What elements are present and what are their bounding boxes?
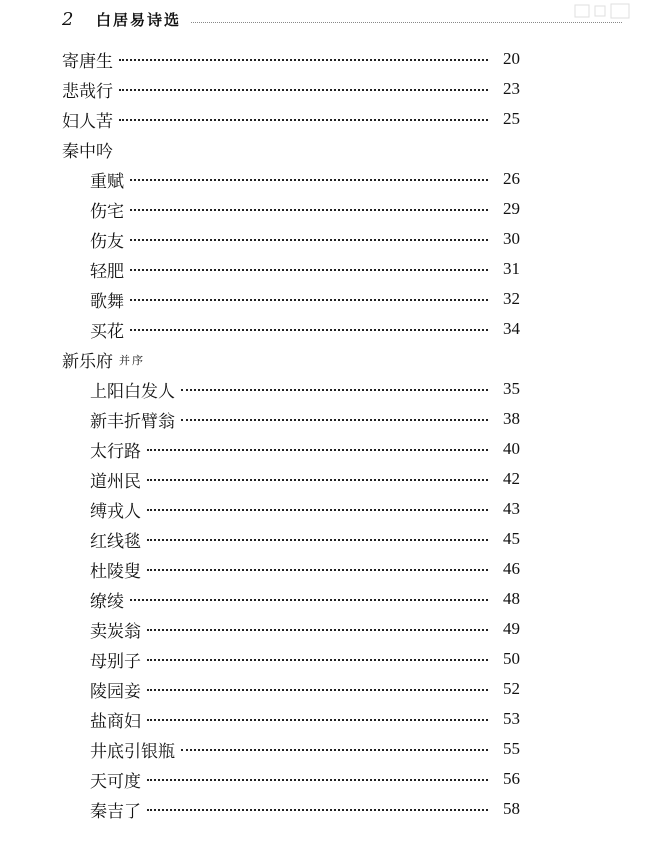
toc-entry (62, 164, 520, 194)
toc-entry-page: 25 (503, 109, 520, 128)
dot-leader (147, 659, 488, 661)
toc-entry (62, 104, 520, 134)
toc-entry-title: 轻肥 (90, 261, 124, 282)
toc-entry-title: 卖炭翁 (90, 621, 141, 642)
toc-entry-page: 23 (503, 79, 520, 98)
dot-leader (147, 629, 488, 631)
toc-entry (62, 524, 520, 554)
toc-entry-title: 陵园妾 (90, 681, 141, 702)
toc-entry-page: 53 (503, 709, 520, 728)
dot-leader (130, 209, 488, 211)
toc-entry (62, 404, 520, 434)
toc-entry (62, 374, 520, 404)
dot-leader (119, 89, 488, 91)
toc-entry-page: 56 (503, 769, 520, 788)
toc-section-heading (62, 344, 520, 374)
toc-entry-title: 道州民 (90, 471, 141, 492)
toc-entry (62, 44, 520, 74)
toc-section-heading (62, 134, 520, 164)
toc-entry-title: 盐商妇 (90, 711, 141, 732)
toc-entry-page: 52 (503, 679, 520, 698)
dot-leader (130, 599, 488, 601)
book-title: 白居易诗选 (96, 10, 182, 29)
dot-leader (130, 299, 488, 301)
dot-leader (147, 689, 488, 691)
page-number: 2 (62, 8, 74, 30)
dot-leader (119, 59, 488, 61)
toc-entry-page: 48 (503, 589, 520, 608)
toc-entry-title: 新丰折臂翁 (90, 411, 175, 432)
toc-entry-page: 49 (503, 619, 520, 638)
toc-entry-page: 20 (503, 49, 520, 68)
dot-leader (147, 779, 488, 781)
toc-entry-title: 伤宅 (90, 201, 124, 222)
toc-entry-title: 太行路 (90, 441, 141, 462)
dot-leader (147, 809, 488, 811)
dot-leader (147, 719, 488, 721)
toc-entry (62, 194, 520, 224)
toc-entry-title: 杜陵叟 (90, 561, 141, 582)
toc-entry-title: 井底引银瓶 (90, 741, 175, 762)
toc-entry (62, 554, 520, 584)
toc-entry-page: 46 (503, 559, 520, 578)
toc-entry-page: 26 (503, 169, 520, 188)
dot-leader (147, 539, 488, 541)
toc-entry-title: 买花 (90, 321, 124, 342)
toc-entry-page: 40 (503, 439, 520, 458)
toc-entry-page: 34 (503, 319, 520, 338)
toc-entry-title: 新乐府 (62, 351, 113, 372)
toc-entry (62, 464, 520, 494)
toc-entry (62, 674, 520, 704)
toc-entry (62, 614, 520, 644)
toc-entry (62, 494, 520, 524)
toc-entry-title: 悲哉行 (62, 81, 113, 102)
dot-leader (181, 419, 488, 421)
dot-leader (119, 119, 488, 121)
dot-leader (147, 479, 488, 481)
dot-leader (181, 749, 488, 751)
toc-entry-title: 重赋 (90, 171, 124, 192)
toc-entry-page: 43 (503, 499, 520, 518)
dot-leader (130, 329, 488, 331)
toc-entry (62, 284, 520, 314)
toc-entry (62, 794, 520, 824)
toc-entry (62, 224, 520, 254)
toc-entry-title: 上阳白发人 (90, 381, 175, 402)
library-stamp-icon (573, 2, 633, 20)
toc-entry (62, 734, 520, 764)
dot-leader (130, 269, 488, 271)
toc-entry-title: 妇人苦 (62, 111, 113, 132)
toc-entry-page: 30 (503, 229, 520, 248)
toc-entry-title: 秦中吟 (62, 141, 113, 162)
toc-entry (62, 254, 520, 284)
toc-entry-page: 50 (503, 649, 520, 668)
toc-entry-title: 寄唐生 (62, 51, 113, 72)
dot-leader (181, 389, 488, 391)
toc-entry-page: 45 (503, 529, 520, 548)
toc-entry-title: 天可度 (90, 771, 141, 792)
toc-entry (62, 74, 520, 104)
toc-entry (62, 434, 520, 464)
running-header (62, 6, 622, 32)
toc-entry-title: 缭绫 (90, 591, 124, 612)
toc-entry-title: 红线毯 (90, 531, 141, 552)
toc-entry-note: 并序 (119, 354, 145, 367)
toc-entry-title: 秦吉了 (90, 801, 141, 822)
toc-entry-page: 31 (503, 259, 520, 278)
toc-entry-page: 35 (503, 379, 520, 398)
toc-entry (62, 314, 520, 344)
toc-entry-title: 母别子 (90, 651, 141, 672)
toc-entry (62, 764, 520, 794)
toc-entry-title: 歌舞 (90, 291, 124, 312)
dot-leader (147, 569, 488, 571)
toc-entry-title: 缚戎人 (90, 501, 141, 522)
dot-leader (130, 239, 488, 241)
toc-entry (62, 584, 520, 614)
toc-entry (62, 704, 520, 734)
table-of-contents (62, 44, 520, 824)
toc-entry-page: 42 (503, 469, 520, 488)
dot-leader (147, 449, 488, 451)
toc-entry (62, 644, 520, 674)
toc-entry-page: 58 (503, 799, 520, 818)
toc-entry-title: 伤友 (90, 231, 124, 252)
toc-entry-page: 38 (503, 409, 520, 428)
dot-leader (130, 179, 488, 181)
toc-entry-page: 29 (503, 199, 520, 218)
dot-leader (147, 509, 488, 511)
toc-entry-page: 32 (503, 289, 520, 308)
header-rule (191, 22, 622, 23)
toc-entry-page: 55 (503, 739, 520, 758)
